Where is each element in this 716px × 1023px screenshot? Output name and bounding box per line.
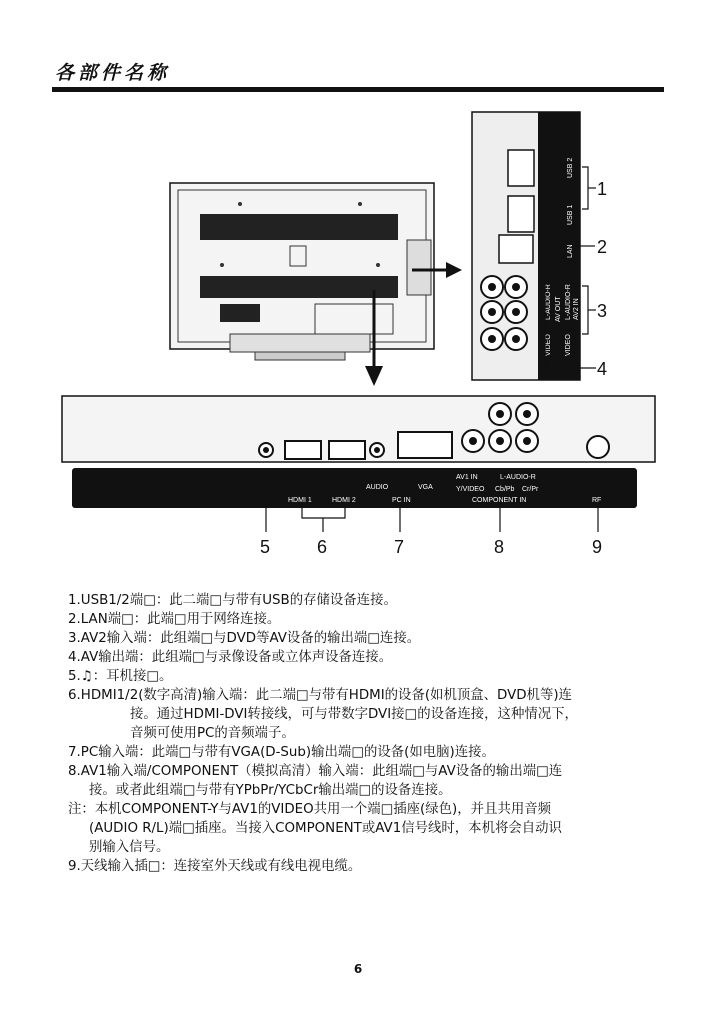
desc-item: 6.HDMI1/2(数字高清)输入端：此二端□与带有HDMI的设备(如机顶盒、DVD机等)连 xyxy=(68,688,572,703)
bottom-panel xyxy=(62,396,655,557)
vga-label: VGA xyxy=(418,484,433,491)
title-rule xyxy=(52,87,664,92)
callout-3: 3 xyxy=(597,301,608,321)
desc-item: 7.PC输入端：此端□与带有VGA(D-Sub)输出端□的设备(如电脑)连接。 xyxy=(68,745,495,760)
cb-pb-label: Cb/Pb xyxy=(495,486,515,493)
av2-audio-label: L-AUDIO-R xyxy=(565,284,572,320)
description-list xyxy=(68,591,668,876)
av1-in-label: AV1 IN xyxy=(456,474,478,481)
callout-1: 1 xyxy=(597,179,608,199)
connector-diagram xyxy=(0,100,716,565)
callout-7: 7 xyxy=(394,537,405,557)
page-title: 各部件名称 xyxy=(55,62,171,84)
page-number: 6 xyxy=(353,962,363,976)
desc-item: 9.天线输入插□：连接室外天线或有线电视电缆。 xyxy=(68,859,362,874)
av-out-audio-label: L-AUDIO-R xyxy=(545,284,552,320)
component-in-label: COMPONENT IN xyxy=(472,497,527,504)
hdmi1-label: HDMI 1 xyxy=(288,497,312,504)
desc-item: 3.AV2输入端：此组端□与DVD等AV设备的输出端□连接。 xyxy=(68,631,421,646)
av2-video-label: VIDEO xyxy=(565,334,572,356)
note-item: 注：本机COMPONENT-Y与AV1的VIDEO共用一个端□插座(绿色)，并且共用音频 xyxy=(68,802,552,817)
callout-6: 6 xyxy=(317,537,328,557)
desc-item: 接。通过HDMI-DVI转接线，可与带数字DVI接□的设备连接，这种情况下， xyxy=(130,707,578,722)
av2-in-label: AV2 IN xyxy=(573,298,580,320)
desc-item: 1.USB1/2端□：此二端□与带有USB的存储设备连接。 xyxy=(68,593,397,608)
callout-4: 4 xyxy=(597,359,608,379)
rf-label: RF xyxy=(592,497,602,504)
av-out-video-label: VIDEO xyxy=(545,334,552,356)
lan-label: LAN xyxy=(567,244,574,258)
desc-item: 音频可使用PC的音频端子。 xyxy=(130,726,295,741)
desc-item: 2.LAN端□：此端□用于网络连接。 xyxy=(68,612,281,627)
av-out-label: AV OUT xyxy=(555,296,562,322)
callout-9: 9 xyxy=(592,537,603,557)
note-item: 别输入信号。 xyxy=(89,840,170,855)
usb1-label: USB 1 xyxy=(567,204,574,225)
desc-item: 接。或者此组端□与带有YPbPr/YCbCr输出端□的设备连接。 xyxy=(89,783,452,798)
side-panel xyxy=(472,112,607,380)
desc-item: 4.AV输出端：此组端□与录像设备或立体声设备连接。 xyxy=(68,650,393,665)
hdmi2-label: HDMI 2 xyxy=(332,497,356,504)
usb2-label: USB 2 xyxy=(567,157,574,178)
tv-back-view xyxy=(170,183,434,360)
cr-pr-label: Cr/Pr xyxy=(522,486,539,493)
callout-2: 2 xyxy=(597,237,608,257)
note-item: (AUDIO R/L)端□插座。当接入COMPONENT或AV1信号线时，本机将会自动识 xyxy=(89,821,562,836)
y-video-label: Y/VIDEO xyxy=(456,486,485,493)
audio-label: AUDIO xyxy=(366,484,389,491)
l-audio-r-label: L-AUDIO-R xyxy=(500,474,536,481)
desc-item: 8.AV1输入端/COMPONENT（模拟高清）输入端：此组端□与AV设备的输出端□连 xyxy=(68,764,563,779)
desc-item: 5.♫：耳机接□。 xyxy=(68,669,173,684)
pc-in-label: PC IN xyxy=(392,497,411,504)
callout-5: 5 xyxy=(260,537,271,557)
callout-8: 8 xyxy=(494,537,505,557)
